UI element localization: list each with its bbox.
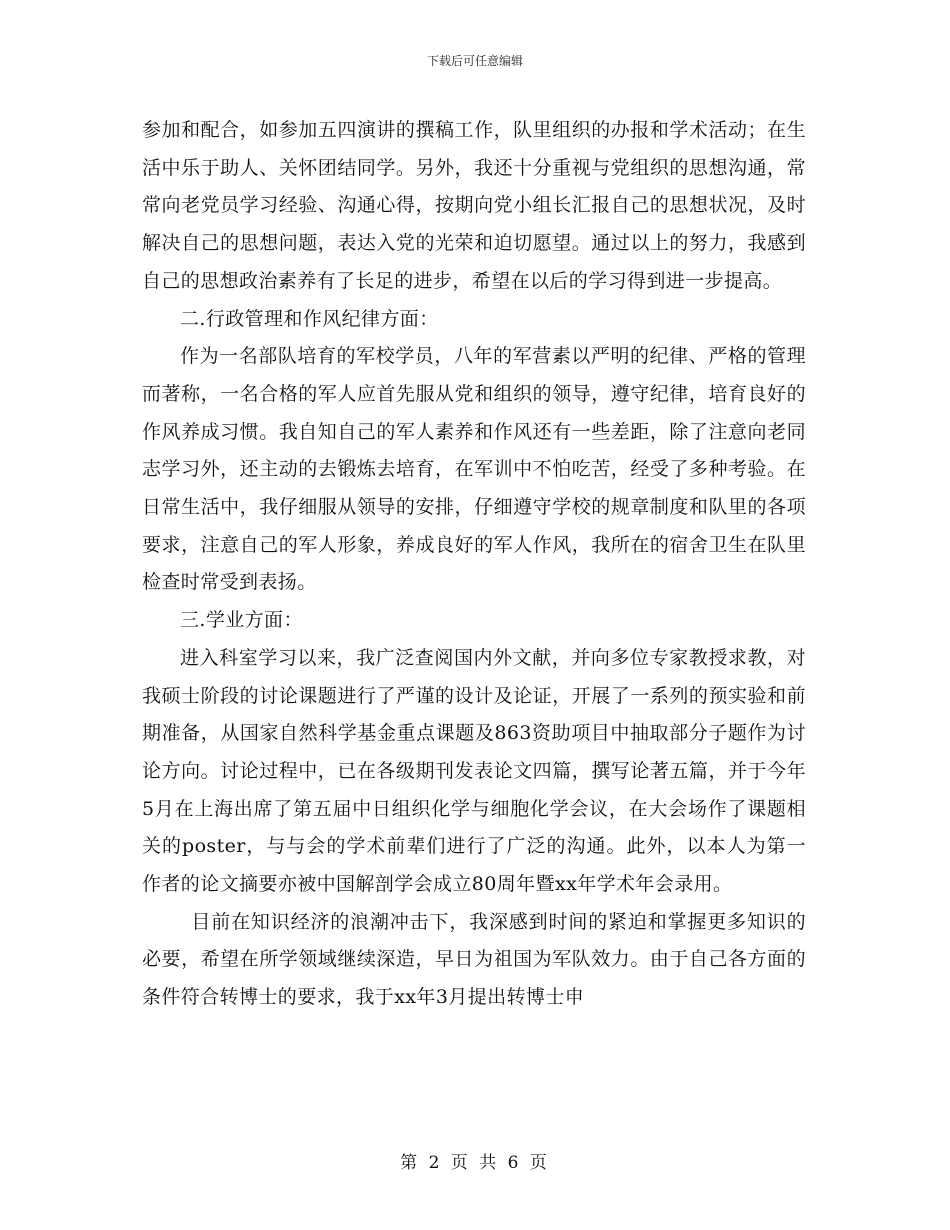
page-number-footer: 第 2 页 共 6 页 [400, 1153, 550, 1173]
page-header: 下载后可任意编辑 [426, 54, 523, 68]
section-heading-academics: 三.学业方面： [180, 609, 303, 632]
paragraph-intro: 参加和配合，如参加五四演讲的撰稿工作，队里组织的办报和学术活动；在生活中乐于助人、关怀团结同学。另外，我还十分重视与党组织的思想沟通，常常向老党员学习经验、沟通心得，按期向党小组长汇报自己的思想状况，及时解决自己的思想问题，表达入党的光荣和迫切愿望。通过以上的努力，我感到自己的思想政治素养有了长足的进步，希望在以后的学习得到进一步提高。 [142, 119, 806, 292]
document-body [142, 112, 806, 1017]
paragraph-academics: 进入科室学习以来，我广泛查阅国内外文献，并向多位专家教授求教，对我硕士阶段的讨论课题进行了严谨的设计及论证，开展了一系列的预实验和前期准备，从国家自然科学基金重点课题及863资助项目中抽取部分子题作为讨论方向。讨论过程中，已在各级期刊发表论文四篇，撰写论著五篇，并于今年5月在上海出席了第五届中日组织化学与细胞化学会议，在大会场作了课题相关的poster，与与会的学术前辈们进行了广泛的沟通。此外，以本人为第一作者的论文摘要亦被中国解剖学会成立80周年暨xx年学术年会录用。 [142, 646, 806, 896]
paragraph-administration: 作为一名部队培育的军校学员，八年的军营素以严明的纪律、严格的管理而著称，一名合格的军人应首先服从党和组织的领导，遵守纪律，培育良好的作风养成习惯。我自知自己的军人素养和作风还有一些差距，除了注意向老同志学习外，还主动的去锻炼去培育，在军训中不怕吃苦，经受了多种考验。在日常生活中，我仔细服从领导的安排，仔细遵守学校的规章制度和队里的各项要求，注意自己的军人形象，养成良好的军人作风，我所在的宿舍卫生在队里检查时常受到表扬。 [142, 345, 806, 594]
paragraph-doctorate: 目前在知识经济的浪潮冲击下，我深感到时间的紧迫和掌握更多知识的必要，希望在所学领域继续深造，早日为祖国为军队效力。由于自己各方面的条件符合转博士的要求，我于xx年3月提出转博士申 [142, 910, 806, 1009]
section-heading-administration: 二.行政管理和作风纪律方面： [180, 307, 439, 330]
